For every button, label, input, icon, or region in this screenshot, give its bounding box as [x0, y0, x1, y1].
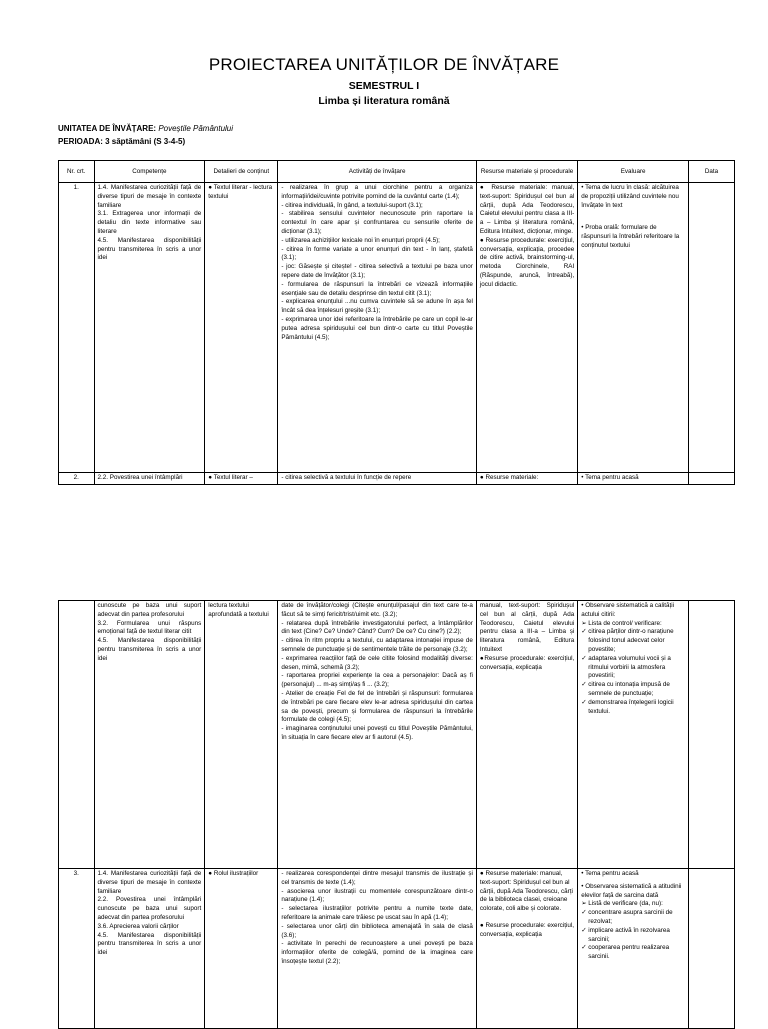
evaluation-item: • Tema pentru acasă: [581, 870, 639, 877]
checklist-title: ➢ Listă de verificare (da, nu):: [581, 900, 663, 908]
row-3-evaluare: [578, 869, 689, 1029]
resource-item: ● Resurse materiale: manual, text-suport: Spiridușul cel bun al cărții, după Ada Teodorescu, Caietul elevului pentru clasa a III-a – Limba și literatura română, Editura Intuitext, dicționar, minge.: [479, 184, 575, 235]
competence-item: 3.1. Extragerea unor informații de detaliu din texte informative sau literare: [97, 210, 202, 235]
row-2-data: [689, 601, 735, 869]
header-detalieri: Detalieri de conținut: [205, 161, 278, 183]
activity-item: - joc: Găsește și citește! - citirea selectivă a textului pe baza unor repere date de învățător (3.1);: [281, 263, 473, 279]
checklist-item: ✓ implicare activă în rezolvarea sarcinii;: [581, 926, 670, 943]
activity-item: - stabilirea sensului cuvintelor necunoscute prin raportare la contextul în care apar și confruntarea cu sensurile oferite de dicționar (3.1);: [281, 210, 473, 235]
evaluation-item: • Observare sistematică a calității actului citirii:: [581, 602, 675, 618]
competence-item: 2.2. Povestirea unei întâmplări cunoscute pe baza unui suport adecvat din partea profesorului: [97, 896, 202, 921]
competence-item: 1.4. Manifestarea curiozității față de diverse tipuri de mesaje în contexte familiare: [97, 184, 202, 209]
activity-item: - citirea în forme variate a unor enunțuri din text - în lanț, ștafetă (3.1);: [281, 245, 473, 262]
header-activitati: Activități de învățare: [278, 161, 477, 183]
activity-item: - realizarea corespondenței dintre mesajul transmis de ilustrație și cel transmis de texte (1.4);: [281, 870, 473, 886]
activity-item: - raportarea propriei experiențe la cea a personajelor: Dacă aș fi (personajul) ... m-aș simți/aș fi ... (3.2);: [281, 672, 473, 689]
resource-item: ●Resurse procedurale: exercițiul, conversația, explicația: [479, 654, 575, 671]
period-line: PERIOADA: 3 săptămâni (S 3-4-5): [58, 137, 186, 146]
row-2-evaluare: [578, 601, 689, 869]
checklist-item: ✓ citirea părților dintr-o narațiune folosind tonul adecvat celor povestite;: [581, 628, 674, 653]
checklist-title: ➢ Lista de control/ verificare:: [581, 619, 662, 627]
activity-item: - utilizarea achizițiilor lexicale noi în enunțuri proprii (4.5);: [281, 236, 440, 244]
header-data: Data: [689, 161, 735, 183]
activity-item: - activitate în perechi de recunoaștere a unei povești pe baza informațiilor oferite de colegă/ă, pornind de la imaginea care însoțește textul (2.2);: [281, 940, 473, 965]
activity-item: - explicarea enunțului ...nu cumva cuvintele să se adune în așa fel încât să dea înțelesuri greșite (3.1);: [281, 298, 473, 315]
competence-item: 3.6. Aprecierea valorii cărților: [97, 922, 179, 930]
semester-heading: SEMESTRUL I: [348, 80, 420, 92]
header-evaluare: Evaluare: [578, 161, 689, 183]
checklist-item: ✓ concentrare asupra sarcinii de rezolvat;: [581, 909, 673, 925]
table-row-1: [59, 183, 735, 473]
checklist-item: ✓ cooperarea pentru realizarea sarcinii.: [581, 944, 670, 961]
header-nr: Nr. crt.: [59, 161, 95, 183]
evaluation-item: • Observarea sistematică a atitudinii elevilor față de sarcina dată: [581, 882, 682, 899]
activity-item: - Atelier de creație Fel de fel de întrebări și răspunsuri: formularea de întrebări pe care fiecare elev le-ar adresa spiridușului din cartea sa de povești, precum și formularea de răspunsuri la întrebările formulate de colegi (4.5);: [281, 689, 473, 724]
row-1-resurse: [476, 183, 577, 473]
competence-item: 1.4. Manifestarea curiozității față de diverse tipuri de mesaje în contexte familiare: [97, 870, 202, 895]
row-2-detalieri: lectura textului aprofundată a textului: [205, 601, 278, 869]
row-3-activitati: [278, 869, 477, 1029]
activity-item: - selectarea unor cărți din biblioteca amenajată în sala de clasă (3.6);: [281, 922, 473, 939]
row-3-data: [689, 869, 735, 1029]
evaluation-item: • Proba orală: formulare de răspunsuri la întrebări referitoare la conținutul textului: [581, 224, 680, 249]
row-2-competente: [94, 601, 205, 869]
unit-label: UNITATEA DE ÎNVĂȚARE:: [58, 124, 157, 133]
row-3-resurse: [476, 869, 577, 1029]
planning-table-continued: [58, 600, 735, 1029]
resource-item: ● Resurse materiale: manual, text-suport: Spiridușul cel bun al cărții, după Ada Teodorescu, cărți de la biblioteca clasei, creioane colorate, coli albe și colorate.: [479, 870, 573, 913]
resource-item: ● Resurse procedurale: exercițiul, conversația, explicația: [479, 921, 575, 938]
resource-item: manual, text-suport: Spiridușul cel bun al cărții, după Ada Teodorescu, Caietul elevului pentru clasa a III-a – Limba și literatura română, Editura Intuitext: [479, 602, 575, 653]
row-1-detalieri: ● Textul literar - lectura textului: [205, 183, 278, 473]
competence-item: 4.5. Manifestarea disponibilității pentru transmiterea în scris a unor idei: [97, 931, 202, 957]
checklist-item: ✓ demonstrarea înțelegerii logicii textului.: [581, 698, 674, 715]
row-2-detalieri-start: ● Textul literar –: [205, 473, 278, 485]
activity-item: - imaginarea conținutului unei povești cu titlul Poveștile Pământului, în situația în care fiecare elev ar fi autorul (4.5).: [281, 725, 473, 741]
header-competente: Competențe: [94, 161, 205, 183]
competence-item: cunoscute pe baza unui suport adecvat din partea profesorului: [97, 602, 202, 618]
checklist-item: ✓ citirea cu intonația impusă de semnele de punctuație;: [581, 681, 670, 697]
table-row-2-start: [59, 473, 735, 485]
row-3-number: 3.: [59, 869, 95, 1029]
activity-item: - exprimarea unor idei referitoare la întrebările pe care un copil le-ar putea adresa spiridușului cel bun dintr-o carte cu titlul Poveștile Pământului (4.5);: [281, 315, 473, 341]
table-row-3: [59, 869, 735, 1029]
document-page-2: [0, 600, 768, 1024]
row-1-data: [689, 183, 735, 473]
subject-heading: Limba și literatura română: [318, 95, 450, 107]
activity-item: - asocierea unor ilustrații cu momentele corespunzătoare dintr-o narațiune (1.4);: [281, 887, 473, 904]
row-3-competente: [94, 869, 205, 1029]
resource-item: ● Resurse procedurale: exercițiul, conversația, explicația, procedee de citire activă, brainstorming-ul, metoda Ciorchinele, RAI (Răspunde, aruncă, întreabă), jocul didactic.: [479, 236, 575, 288]
row-2-resurse: [476, 601, 577, 869]
table-header-row: [59, 161, 735, 183]
row-2-competente-start: 2.2. Povestirea unei întâmplări: [94, 473, 205, 485]
activity-item: date de învățător/colegi (Citește enunțul/pasajul din text care te-a făcut să te simți fericit/trist/uimit etc. (3.2);: [281, 602, 473, 618]
activity-item: - exprimarea reacțiilor față de cele citite folosind modalități diverse: desen, mimă, schemă (3.2);: [281, 654, 473, 671]
activity-item: - formularea de răspunsuri la întrebări ce vizează informațiile esențiale sau de detaliu desprinse din textul citit (3.1);: [281, 280, 473, 297]
row-1-competente: [94, 183, 205, 473]
row-1-evaluare: [578, 183, 689, 473]
header-resurse: Resurse materiale și procedurale: [476, 161, 577, 183]
row-2-number-cont: [59, 601, 95, 869]
row-2-data-start: [689, 473, 735, 485]
activity-item: - citirea în ritm propriu a textului, cu adaptarea intonației impuse de semnele de punctuație și de sentimentele trăite de personaje (3.2);: [281, 637, 473, 653]
activity-item: - citirea individuală, în gând, a textului-suport (3.1);: [281, 201, 423, 209]
competence-item: 4.5. Manifestarea disponibilității pentru transmiterea în scris a unor idei: [97, 637, 202, 662]
row-3-detalieri: ● Rolul ilustrațiilor: [205, 869, 278, 1029]
unit-line: [58, 124, 233, 133]
table-row-2-continued: [59, 601, 735, 869]
evaluation-item: • Tema de lucru în clasă: alcătuirea de propoziții utilizând cuvintele nou învățate în text: [581, 184, 679, 209]
row-2-activitati-start: - citirea selectivă a textului în funcție de repere: [278, 473, 477, 485]
competence-item: 4.5. Manifestarea disponibilității pentru transmiterea în scris a unor idei: [97, 236, 202, 262]
checklist-item: ✓ adaptarea volumului vocii și a ritmului vorbirii la atmosfera povestirii;: [581, 654, 671, 680]
row-2-evaluare-start: • Tema pentru acasă: [578, 473, 689, 485]
competence-item: 3.2. Formularea unui răspuns emoțional față de textul literar citit: [97, 619, 202, 636]
activity-item: - relatarea după întrebările investigatorului perfect, a întâmplărilor din text (Cine? Ce? Unde? Când? Cum? De ce? Cu cine?) (2.2);: [281, 619, 473, 636]
row-2-resurse-start: ● Resurse materiale:: [476, 473, 577, 485]
document-page-1: [0, 0, 768, 500]
row-1-number: 1.: [59, 183, 95, 473]
page-gap: [0, 500, 768, 600]
document-title: PROIECTAREA UNITĂȚILOR DE ÎNVĂȚARE: [208, 55, 560, 74]
row-2-number: 2.: [59, 473, 95, 485]
planning-table: [58, 160, 735, 485]
activity-item: - realizarea în grup a unui ciorchine pentru a organiza informații/idei/cuvinte potrivite pornind de la cuvântul carte (1.4);: [281, 184, 473, 200]
row-2-activitati: [278, 601, 477, 869]
unit-value: Poveștile Pământului: [158, 124, 234, 133]
activity-item: - selectarea ilustrațiilor potrivite pentru a numite texte date, referitoare la animale care trăiesc pe uscat sau în apă (1.4);: [281, 905, 473, 921]
row-1-activitati: [278, 183, 477, 473]
